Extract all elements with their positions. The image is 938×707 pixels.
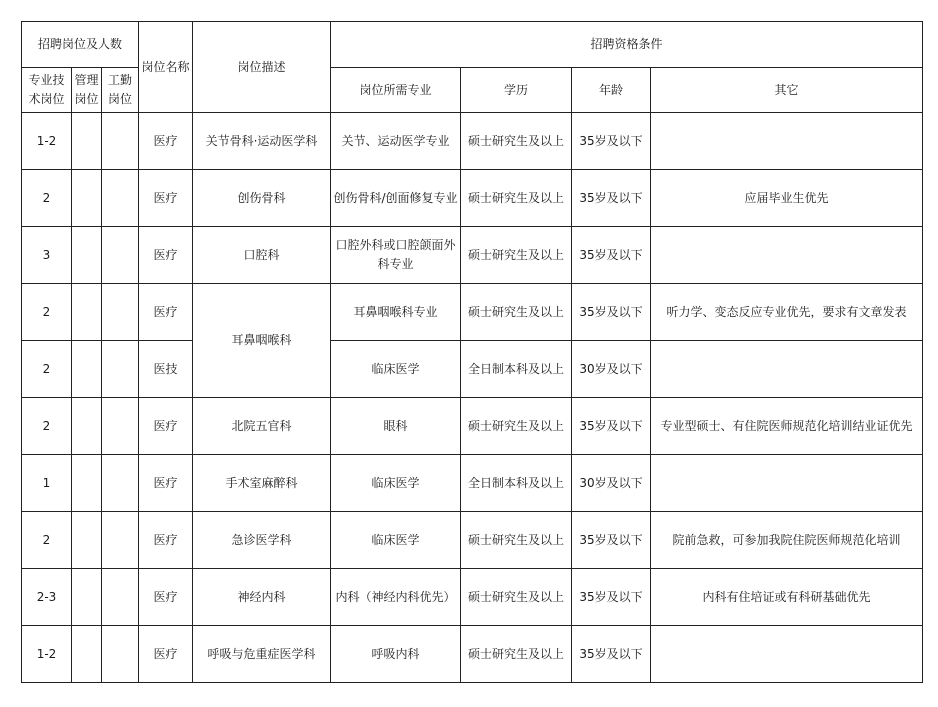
- cell-age: 35岁及以下: [572, 626, 651, 683]
- cell-other: [651, 455, 923, 512]
- header-post-desc: 岗位描述: [193, 22, 331, 113]
- cell-desc: 口腔科: [193, 227, 331, 284]
- cell-major: 口腔外科或口腔颌面外科专业: [331, 227, 461, 284]
- cell-labor: [102, 284, 139, 341]
- cell-education: 硕士研究生及以上: [461, 170, 572, 227]
- cell-count: 2-3: [22, 569, 72, 626]
- cell-count: 1-2: [22, 113, 72, 170]
- cell-major: 临床医学: [331, 455, 461, 512]
- cell-name: 医疗: [139, 284, 193, 341]
- cell-desc: 北院五官科: [193, 398, 331, 455]
- cell-desc: 创伤骨科: [193, 170, 331, 227]
- cell-mgmt: [72, 341, 102, 398]
- cell-other: [651, 113, 923, 170]
- cell-other: [651, 626, 923, 683]
- cell-count: 2: [22, 284, 72, 341]
- table-row: [22, 569, 923, 626]
- cell-major: 临床医学: [331, 341, 461, 398]
- cell-age: 35岁及以下: [572, 284, 651, 341]
- cell-name: 医疗: [139, 569, 193, 626]
- cell-count: 2: [22, 512, 72, 569]
- cell-education: 硕士研究生及以上: [461, 227, 572, 284]
- cell-mgmt: [72, 170, 102, 227]
- cell-desc: 关节骨科·运动医学科: [193, 113, 331, 170]
- table-row: [22, 113, 923, 170]
- cell-count: 2: [22, 170, 72, 227]
- cell-mgmt: [72, 569, 102, 626]
- cell-name: 医疗: [139, 398, 193, 455]
- header-age: 年龄: [572, 68, 651, 113]
- table-row: [22, 626, 923, 683]
- cell-mgmt: [72, 512, 102, 569]
- cell-other: [651, 341, 923, 398]
- cell-other: [651, 227, 923, 284]
- table-row: [22, 227, 923, 284]
- header-post-name: 岗位名称: [139, 22, 193, 113]
- cell-mgmt: [72, 113, 102, 170]
- header-recruit-group: 招聘岗位及人数: [22, 22, 139, 68]
- header-mgmt-post: 管理岗位: [72, 68, 102, 113]
- header-major: 岗位所需专业: [331, 68, 461, 113]
- cell-age: 30岁及以下: [572, 455, 651, 512]
- cell-education: 硕士研究生及以上: [461, 398, 572, 455]
- cell-labor: [102, 227, 139, 284]
- cell-education: 硕士研究生及以上: [461, 569, 572, 626]
- cell-name: 医疗: [139, 455, 193, 512]
- cell-labor: [102, 455, 139, 512]
- cell-major: 耳鼻咽喉科专业: [331, 284, 461, 341]
- cell-major: 关节、运动医学专业: [331, 113, 461, 170]
- cell-age: 35岁及以下: [572, 113, 651, 170]
- cell-age: 35岁及以下: [572, 227, 651, 284]
- cell-major: 呼吸内科: [331, 626, 461, 683]
- cell-education: 硕士研究生及以上: [461, 512, 572, 569]
- cell-name: 医技: [139, 341, 193, 398]
- table-row: [22, 512, 923, 569]
- cell-other: 内科有住培证或有科研基础优先: [651, 569, 923, 626]
- cell-other: 院前急救，可参加我院住院医师规范化培训: [651, 512, 923, 569]
- cell-other: 应届毕业生优先: [651, 170, 923, 227]
- cell-education: 全日制本科及以上: [461, 455, 572, 512]
- cell-mgmt: [72, 227, 102, 284]
- cell-mgmt: [72, 455, 102, 512]
- cell-labor: [102, 398, 139, 455]
- header-other: 其它: [651, 68, 923, 113]
- cell-major: 眼科: [331, 398, 461, 455]
- cell-count: 2: [22, 398, 72, 455]
- cell-count: 3: [22, 227, 72, 284]
- cell-major: 临床医学: [331, 512, 461, 569]
- cell-count: 1: [22, 455, 72, 512]
- table-row: [22, 341, 923, 398]
- cell-name: 医疗: [139, 626, 193, 683]
- table-row: [22, 284, 923, 341]
- header-education: 学历: [461, 68, 572, 113]
- cell-name: 医疗: [139, 512, 193, 569]
- cell-labor: [102, 113, 139, 170]
- cell-count: 2: [22, 341, 72, 398]
- cell-desc: 神经内科: [193, 569, 331, 626]
- header-tech-post: 专业技术岗位: [22, 68, 72, 113]
- cell-major: 创伤骨科/创面修复专业: [331, 170, 461, 227]
- cell-desc: 呼吸与危重症医学科: [193, 626, 331, 683]
- cell-labor: [102, 569, 139, 626]
- header-qualifications: 招聘资格条件: [331, 22, 923, 68]
- cell-other: 听力学、变态反应专业优先，要求有文章发表: [651, 284, 923, 341]
- table-row: [22, 398, 923, 455]
- cell-age: 35岁及以下: [572, 398, 651, 455]
- cell-age: 35岁及以下: [572, 170, 651, 227]
- cell-desc: 手术室麻醉科: [193, 455, 331, 512]
- cell-labor: [102, 170, 139, 227]
- cell-age: 35岁及以下: [572, 512, 651, 569]
- cell-labor: [102, 341, 139, 398]
- cell-education: 硕士研究生及以上: [461, 284, 572, 341]
- cell-education: 硕士研究生及以上: [461, 113, 572, 170]
- cell-other: 专业型硕士、有住院医师规范化培训结业证优先: [651, 398, 923, 455]
- cell-desc: 耳鼻咽喉科: [193, 284, 331, 398]
- table-row: [22, 455, 923, 512]
- cell-labor: [102, 626, 139, 683]
- header-labor-post: 工勤岗位: [102, 68, 139, 113]
- cell-education: 全日制本科及以上: [461, 341, 572, 398]
- cell-age: 30岁及以下: [572, 341, 651, 398]
- table-row: [22, 170, 923, 227]
- cell-labor: [102, 512, 139, 569]
- recruitment-table: [21, 21, 923, 683]
- cell-education: 硕士研究生及以上: [461, 626, 572, 683]
- cell-mgmt: [72, 284, 102, 341]
- cell-name: 医疗: [139, 113, 193, 170]
- cell-mgmt: [72, 626, 102, 683]
- cell-count: 1-2: [22, 626, 72, 683]
- cell-major: 内科（神经内科优先）: [331, 569, 461, 626]
- cell-mgmt: [72, 398, 102, 455]
- cell-name: 医疗: [139, 170, 193, 227]
- cell-age: 35岁及以下: [572, 569, 651, 626]
- cell-desc: 急诊医学科: [193, 512, 331, 569]
- cell-name: 医疗: [139, 227, 193, 284]
